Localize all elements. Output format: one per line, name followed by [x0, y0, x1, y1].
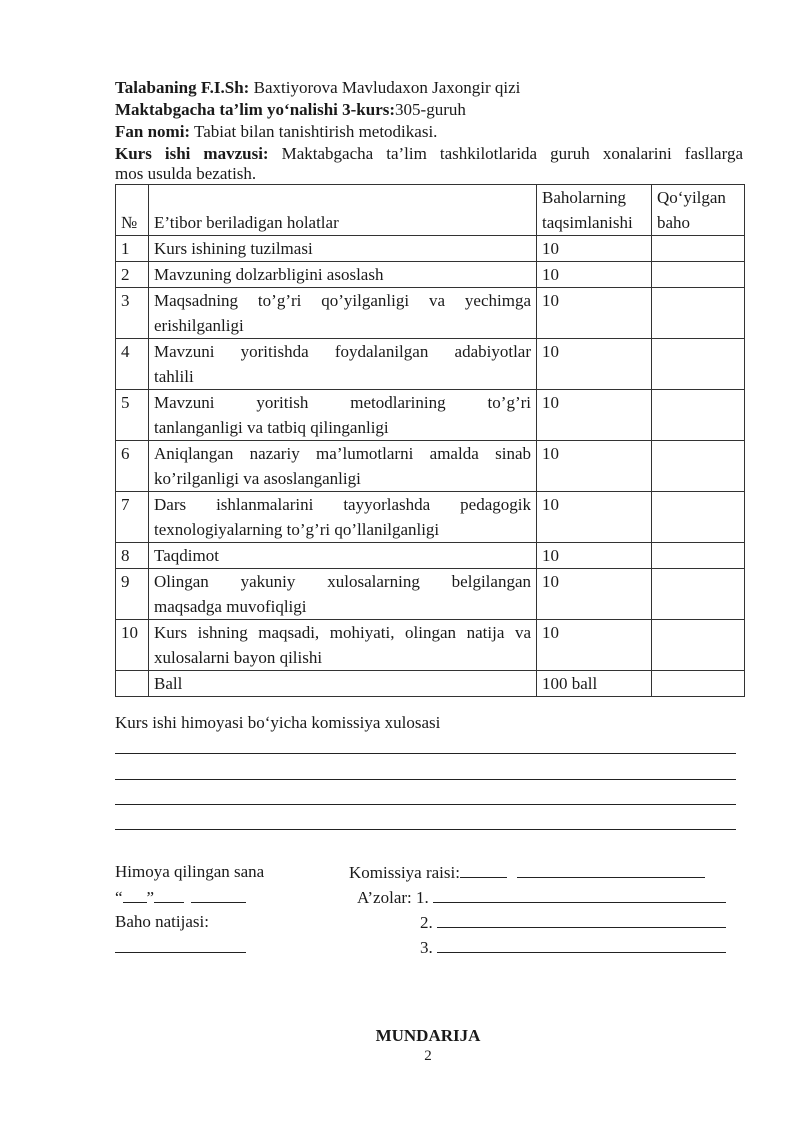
direction-line: [115, 100, 466, 120]
quote-open: “: [115, 888, 123, 907]
total-value: 100 ball: [537, 671, 652, 697]
total-num: [116, 671, 149, 697]
member-1-line: [357, 885, 726, 910]
date-day-blank[interactable]: [123, 885, 147, 903]
defense-date-label: Himoya qilingan sana: [115, 862, 265, 881]
total-label: Ball: [149, 671, 537, 697]
row-grade[interactable]: [652, 339, 745, 390]
member-1-blank[interactable]: [433, 885, 726, 903]
chair-line: [349, 860, 705, 885]
chair-sign-blank[interactable]: [460, 860, 507, 878]
header-distribution: [537, 185, 652, 236]
row-criteria-l1: Olingan yakuniy xulosalarning belgilangan: [154, 572, 531, 591]
row-points: 10: [537, 492, 652, 543]
row-criteria-l2: ko’rilganligi va asoslanganligi: [154, 469, 361, 488]
subject-label: Fan nomi:: [115, 122, 191, 141]
student-label: Talabaning F.I.Sh:: [115, 78, 250, 97]
date-year-blank[interactable]: [191, 885, 246, 903]
result-field: [115, 935, 246, 960]
row-points: 10: [537, 339, 652, 390]
row-criteria: Taqdimot: [149, 543, 537, 569]
member-2-blank[interactable]: [437, 910, 726, 928]
page-number: 2: [424, 1048, 432, 1064]
table-row: [116, 390, 745, 441]
row-points: 10: [537, 236, 652, 262]
table-total-row: [116, 671, 745, 697]
row-grade[interactable]: [652, 543, 745, 569]
header-grade: [652, 185, 745, 236]
table-row: [116, 288, 745, 339]
row-num: 8: [116, 543, 149, 569]
row-criteria-l2: tanlanganligi va tatbiq qilinganligi: [154, 418, 389, 437]
row-points: 10: [537, 543, 652, 569]
row-criteria-l2: xulosalarni bayon qilishi: [154, 648, 323, 667]
row-points: 10: [537, 288, 652, 339]
row-num: 7: [116, 492, 149, 543]
chair-name-blank[interactable]: [517, 860, 705, 878]
row-criteria: [149, 620, 537, 671]
row-criteria-l2: texnologiyalarning to’g’ri qo’llanilganligi: [154, 520, 440, 539]
subject-line: [115, 122, 437, 142]
row-points: 10: [537, 569, 652, 620]
member-2-line: [420, 910, 726, 935]
header-num: №: [116, 185, 149, 236]
section-title: MUNDARIJA: [375, 1026, 481, 1045]
table-row: [116, 339, 745, 390]
row-num: 10: [116, 620, 149, 671]
row-grade[interactable]: [652, 288, 745, 339]
topic-line: [115, 144, 743, 164]
row-criteria: [149, 390, 537, 441]
header-grade-l2: baho: [657, 213, 691, 232]
row-criteria: Kurs ishining tuzilmasi: [149, 236, 537, 262]
student-name-line: [115, 78, 520, 98]
row-grade[interactable]: [652, 262, 745, 288]
conclusion-line-1[interactable]: [115, 753, 736, 754]
row-num: 6: [116, 441, 149, 492]
table-row: [116, 492, 745, 543]
row-num: 1: [116, 236, 149, 262]
members-label: A’zolar: 1.: [357, 888, 429, 907]
member-3-line: [420, 935, 726, 960]
row-criteria: [149, 492, 537, 543]
row-criteria-l1: Aniqlangan nazariy ma’lumotlarni amalda sinab: [154, 444, 531, 463]
row-grade[interactable]: [652, 620, 745, 671]
table-row: [116, 236, 745, 262]
row-criteria-l1: Maqsadning to’g’ri qo’yilganligi va yechimga: [154, 291, 531, 310]
row-criteria-l1: Dars ishlanmalarini tayyorlashda pedagogik: [154, 495, 531, 514]
row-grade[interactable]: [652, 236, 745, 262]
header-criteria: E’tibor beriladigan holatlar: [149, 185, 537, 236]
topic-value-cont: mos usulda bezatish.: [115, 164, 257, 183]
row-num: 4: [116, 339, 149, 390]
evaluation-table: [115, 184, 745, 697]
row-grade[interactable]: [652, 492, 745, 543]
row-points: 10: [537, 390, 652, 441]
defense-date-field: [115, 885, 246, 910]
row-points: 10: [537, 441, 652, 492]
row-criteria: Mavzuning dolzarbligini asoslash: [149, 262, 537, 288]
row-criteria: [149, 339, 537, 390]
table-row: [116, 262, 745, 288]
subject-value: Tabiat bilan tanishtirish metodikasi.: [190, 122, 438, 141]
direction-label: Maktabgacha ta’lim yo‘nalishi 3-kurs:: [115, 100, 396, 119]
quote-close: ”: [146, 888, 155, 907]
result-label: Baho natijasi:: [115, 912, 209, 931]
row-points: 10: [537, 262, 652, 288]
conclusion-line-2[interactable]: [115, 779, 736, 780]
student-value: Baxtiyorova Mavludaxon Jaxongir qizi: [249, 78, 521, 97]
total-grade[interactable]: [652, 671, 745, 697]
header-distribution-l2: taqsimlanishi: [542, 213, 633, 232]
row-criteria-l2: maqsadga muvofiqligi: [154, 597, 307, 616]
result-blank[interactable]: [115, 935, 246, 953]
row-criteria: [149, 288, 537, 339]
row-criteria-l1: Kurs ishning maqsadi, mohiyati, olingan natija va: [154, 623, 531, 642]
row-grade[interactable]: [652, 569, 745, 620]
conclusion-line-3[interactable]: [115, 804, 736, 805]
row-grade[interactable]: [652, 390, 745, 441]
member-2-label: 2.: [420, 913, 433, 932]
member-3-label: 3.: [420, 938, 433, 957]
row-num: 9: [116, 569, 149, 620]
table-row: [116, 620, 745, 671]
member-3-blank[interactable]: [437, 935, 726, 953]
topic-label: Kurs ishi mavzusi:: [115, 144, 269, 163]
row-points: 10: [537, 620, 652, 671]
chair-label: Komissiya raisi:: [349, 863, 460, 882]
row-num: 3: [116, 288, 149, 339]
header-distribution-l1: Baholarning: [542, 188, 627, 207]
row-num: 2: [116, 262, 149, 288]
row-grade[interactable]: [652, 441, 745, 492]
row-criteria-l2: tahlili: [154, 367, 194, 386]
table-row: [116, 441, 745, 492]
row-criteria-l1: Mavzuni yoritishda foydalanilgan adabiyotlar: [154, 342, 531, 361]
date-month-blank[interactable]: [154, 885, 184, 903]
row-num: 5: [116, 390, 149, 441]
table-row: [116, 569, 745, 620]
conclusion-title: Kurs ishi himoyasi bo‘yicha komissiya xulosasi: [115, 713, 441, 732]
conclusion-line-4[interactable]: [115, 829, 736, 830]
topic-line-2: [115, 164, 256, 184]
table-row: [116, 543, 745, 569]
topic-value: Maktabgacha ta’lim tashkilotlarida guruh xonalarini fasllarga: [268, 144, 743, 163]
header-grade-l1: Qo‘yilgan: [657, 188, 726, 207]
row-criteria-l2: erishilganligi: [154, 316, 244, 335]
row-criteria-l1: Mavzuni yoritish metodlarining to’g’ri: [154, 393, 531, 412]
row-criteria: [149, 441, 537, 492]
direction-value: 305-guruh: [395, 100, 466, 119]
row-criteria: [149, 569, 537, 620]
table-header-row: [116, 185, 745, 236]
